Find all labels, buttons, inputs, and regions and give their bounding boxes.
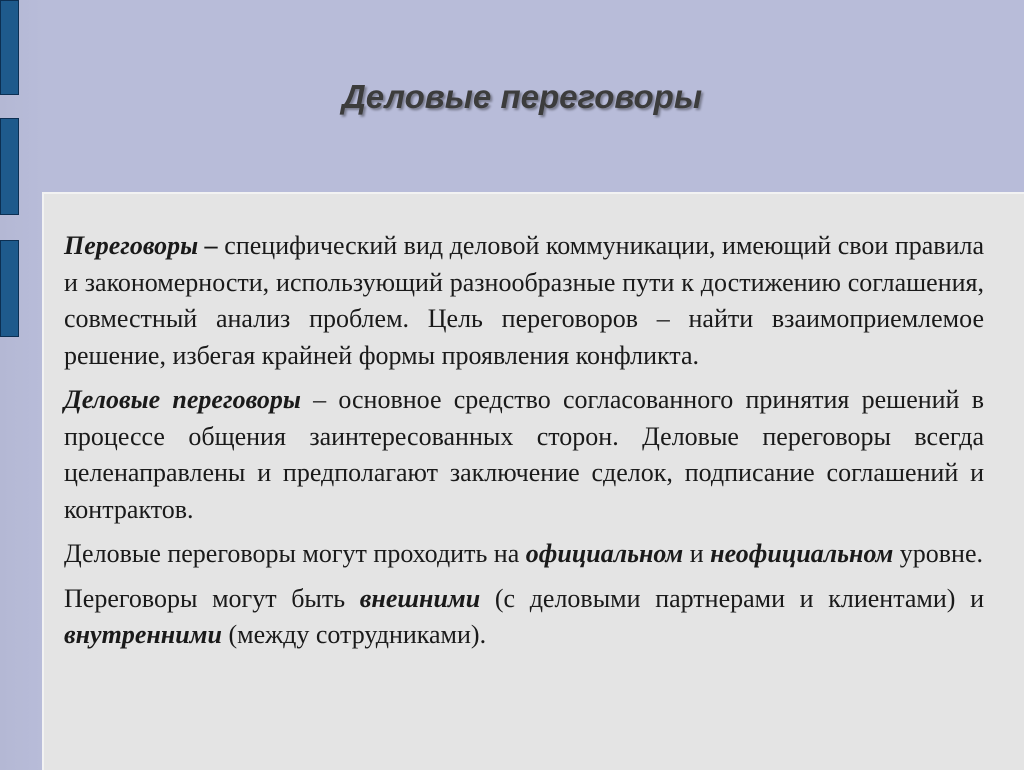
paragraph-negotiations-definition	[64, 228, 984, 374]
text-part: и	[683, 539, 711, 568]
emphasis-official: официальном	[525, 539, 684, 568]
term-negotiations: Переговоры –	[64, 231, 218, 260]
paragraph-business-negotiations	[64, 382, 984, 528]
slide-body	[64, 228, 984, 662]
text-part: уровне.	[893, 539, 984, 568]
text-part: Переговоры могут быть	[64, 583, 360, 613]
emphasis-internal: внутренними	[64, 620, 222, 649]
text-part: (с деловыми партнерами и клиентами) и	[480, 583, 985, 613]
decorative-tab-3	[0, 240, 19, 337]
decorative-tab-2	[0, 118, 19, 215]
emphasis-unofficial: неофициальном	[710, 539, 894, 568]
text-part: Деловые переговоры могут проходить на	[64, 539, 526, 568]
paragraph-levels	[64, 536, 984, 573]
definition-text: – основное средство согласованного принятия решений в процессе общения заинтересованных сторон. Деловые переговоры всегда целенаправлены и предполагают заключение сделок, подписание соглашений и контрактов.	[64, 385, 984, 524]
emphasis-external: внешними	[359, 583, 481, 613]
paragraph-types	[64, 581, 984, 654]
definition-text: специфический вид деловой коммуникации, имеющий свои правила и закономерности, использующий разнообразные пути к достижению соглашения, совместный анализ проблем. Цель переговоров – найти взаимоприемлемое решение, избегая крайней формы проявления конфликта.	[64, 231, 985, 370]
text-part: (между сотрудниками).	[221, 620, 487, 649]
term-business-negotiations: Деловые переговоры	[64, 385, 301, 414]
slide-title: Деловые переговоры	[341, 78, 703, 115]
